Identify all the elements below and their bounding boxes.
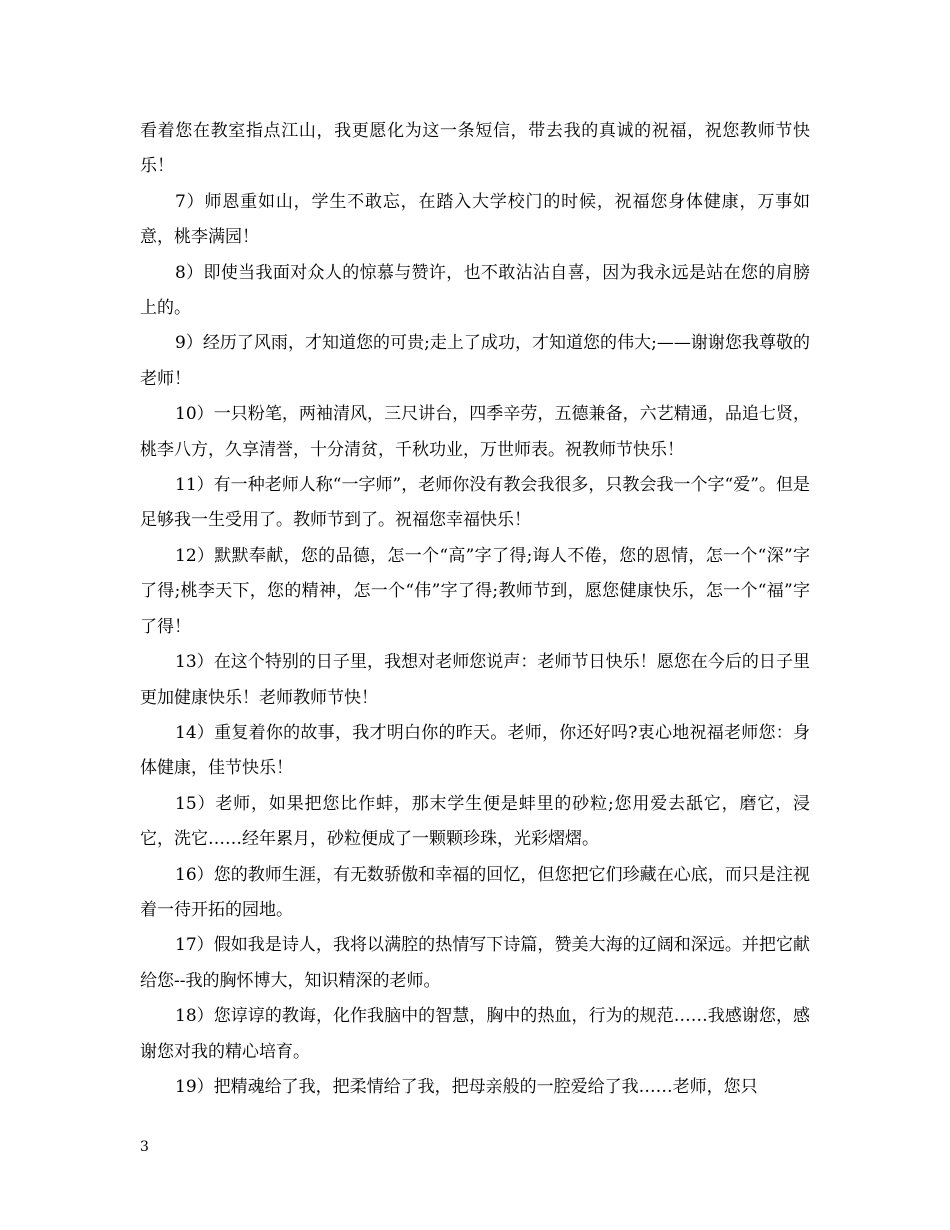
- paragraph: 9）经历了风雨，才知道您的可贵;走上了成功，才知道您的伟大;——谢谢您我尊敬的老师！: [140, 333, 810, 389]
- paragraph: 13）在这个特别的日子里，我想对老师您说声：老师节日快乐！愿您在今后的日子里更加健康快乐！老师教师节快！: [140, 652, 810, 708]
- paragraph: 11）有一种老师人称“一字师”，老师你没有教会我很多，只教会我一个字“爱”。但是足够我一生受用了。教师节到了。祝福您幸福快乐！: [140, 475, 810, 531]
- paragraph: 18）您谆谆的教诲，化作我脑中的智慧，胸中的热血，行为的规范……我感谢您，感谢您对我的精心培育。: [140, 1006, 810, 1062]
- paragraph: 10）一只粉笔，两袖清风，三尺讲台，四季辛劳，五德兼备，六艺精通，品追七贤，桃李八方，久享清誉，十分清贫，千秋功业，万世师表。祝教师节快乐！: [140, 404, 810, 460]
- paragraph: 7）师恩重如山，学生不敢忘，在踏入大学校门的时候，祝福您身体健康，万事如意，桃李满园！: [140, 191, 810, 248]
- paragraph: 12）默默奉献，您的品德，怎一个“高”字了得;诲人不倦，您的恩情，怎一个“深”字了得;桃李天下，您的精神，怎一个“伟”字了得;教师节到，愿您健康快乐，怎一个“福”字了得！: [140, 545, 810, 637]
- paragraph: 8）即使当我面对众人的惊慕与赞许，也不敢沾沾自喜，因为我永远是站在您的肩膀上的。: [140, 262, 810, 319]
- paragraph: 16）您的教师生涯，有无数骄傲和幸福的回忆，但您把它们珍藏在心底，而只是注视着一待开拓的园地。: [140, 864, 810, 920]
- page-number: 3: [140, 1139, 149, 1155]
- paragraph: 14）重复着你的故事，我才明白你的昨天。老师，你还好吗?衷心地祝福老师您：身体健康，佳节快乐！: [140, 722, 810, 779]
- document-body: [140, 114, 810, 1105]
- paragraph: 17）假如我是诗人，我将以满腔的热情写下诗篇，赞美大海的辽阔和深远。并把它献给您--我的胸怀博大，知识精深的老师。: [140, 935, 810, 991]
- paragraph: 看着您在教室指点江山，我更愿化为这一条短信，带去我的真诚的祝福，祝您教师节快乐！: [140, 121, 810, 177]
- paragraph: 15）老师，如果把您比作蚌，那末学生便是蚌里的砂粒;您用爱去舐它，磨它，浸它，洗它……经年累月，砂粒便成了一颗颗珍珠，光彩熠熠。: [140, 793, 810, 850]
- paragraph: 19）把精魂给了我，把柔情给了我，把母亲般的一腔爱给了我……老师，您只: [175, 1076, 758, 1097]
